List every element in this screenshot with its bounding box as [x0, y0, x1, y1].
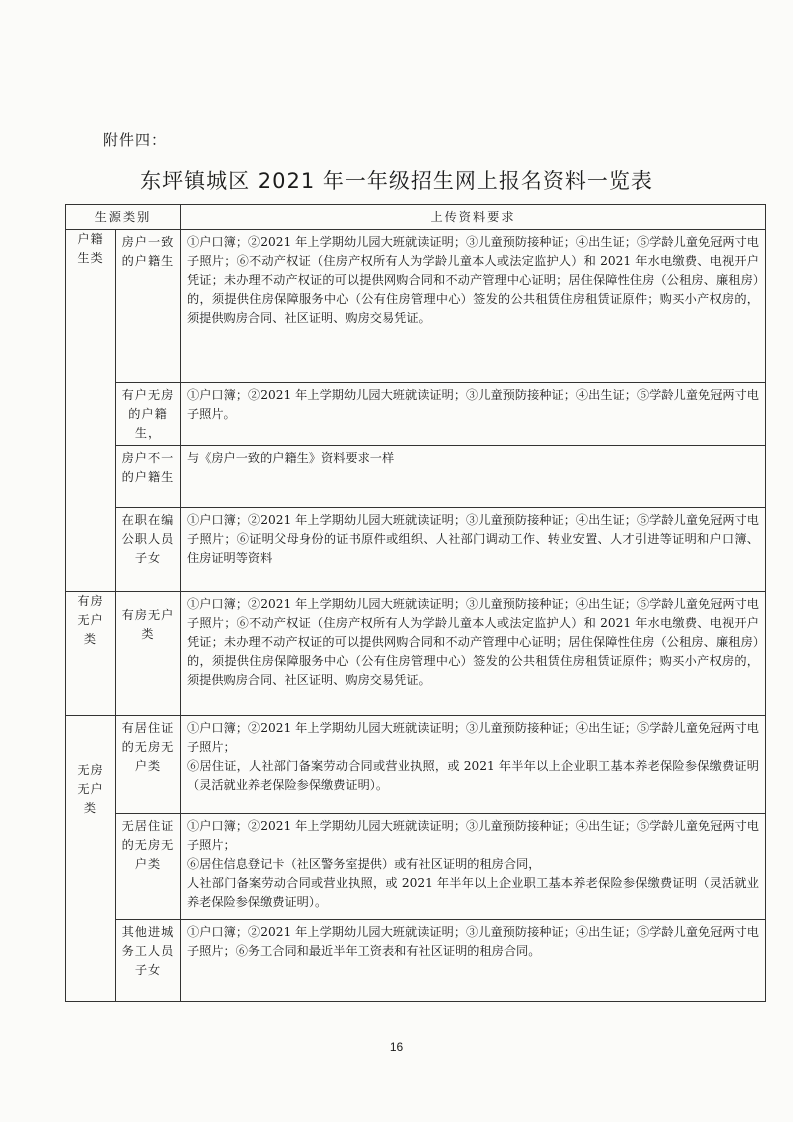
table-row	[66, 446, 766, 508]
table-row	[66, 383, 766, 446]
table-row	[66, 592, 766, 716]
page-number: 16	[389, 1040, 404, 1054]
header-category: 生源类别	[66, 205, 181, 230]
requirement-cell: ①户口簿；②2021 年上学期幼儿园大班就读证明；③儿童预防接种证；④出生证；⑤学龄儿童免冠两寸电子照片；⑥不动产权证（住房产权所有人为学龄儿童本人或法定监护人）和 2021 年水电缴费、电视开户凭证；未办理不动产权证的可以提供网购合同和不动产管理中心证明；居住保障性住房（公租房、廉租房）的，须提供住房保障服务中心（公有住房管理中心）签发的公共租赁住房租赁证原件；购买小产权房的，须提供购房合同、社区证明、购房交易凭证。	[181, 592, 766, 716]
subcategory-cell: 无居住证的无房无户类	[116, 814, 181, 920]
subcategory-cell: 在职在编公职人员子女	[116, 508, 181, 592]
requirement-cell: ①户口簿；②2021 年上学期幼儿园大班就读证明；③儿童预防接种证；④出生证；⑤学龄儿童免冠两寸电子照片； ⑥居住信息登记卡（社区警务室提供）或有社区证明的租房合同， 人社部门备案劳动合同或营业执照，或 2021 年半年以上企业职工基本养老保险参保缴费证明（灵活就业养老保险参保缴费证明）。	[181, 814, 766, 920]
requirement-cell: ①户口簿；②2021 年上学期幼儿园大班就读证明；③儿童预防接种证；④出生证；⑤学龄儿童免冠两寸电子照片；⑥不动产权证（住房产权所有人为学龄儿童本人或法定监护人）和 2021 年水电缴费、电视开户凭证；未办理不动产权证的可以提供网购合同和不动产管理中心证明；居住保障性住房（公租房、廉租房）的，须提供住房保障服务中心（公有住房管理中心）签发的公共租赁住房租赁证原件；购买小产权房的，须提供购房合同、社区证明、购房交易凭证。	[181, 230, 766, 383]
subcategory-cell: 其他进城务工人员子女	[116, 920, 181, 1002]
table-row	[66, 230, 766, 383]
table-row	[66, 920, 766, 1002]
annex-label: 附件四：	[103, 131, 168, 149]
page-title: 东坪镇城区 2021 年一年级招生网上报名资料一览表	[140, 169, 653, 193]
subcategory-cell: 有户无房的户籍生，	[116, 383, 181, 446]
subcategory-cell: 有居住证的无房无户类	[116, 716, 181, 814]
table-row	[66, 508, 766, 592]
requirement-cell: ①户口簿；②2021 年上学期幼儿园大班就读证明；③儿童预防接种证；④出生证；⑤学龄儿童免冠两寸电子照片； ⑥居住证，人社部门备案劳动合同或营业执照，或 2021 年半年以上企业职工基本养老保险参保缴费证明（灵活就业养老保险参保缴费证明）。	[181, 716, 766, 814]
table-row	[66, 814, 766, 920]
table-row	[66, 716, 766, 814]
subcategory-cell: 房户一致的户籍生	[116, 230, 181, 383]
subcategory-cell: 有房无户类	[116, 592, 181, 716]
requirement-cell: ①户口簿；②2021 年上学期幼儿园大班就读证明；③儿童预防接种证；④出生证；⑤学龄儿童免冠两寸电子照片；⑥证明父母身份的证书原件或组织、人社部门调动工作、转业安置、人才引进等证明和户口簿、住房证明等资料	[181, 508, 766, 592]
category-cell: 户籍生类	[66, 230, 116, 592]
category-cell: 有房无户类	[66, 592, 116, 716]
requirements-table	[65, 204, 766, 1002]
requirement-cell: 与《房户一致的户籍生》资料要求一样	[181, 446, 766, 508]
header-requirements: 上传资料要求	[181, 205, 766, 230]
subcategory-cell: 房户不一的户籍生	[116, 446, 181, 508]
category-cell: 无房无户类	[66, 716, 116, 1002]
requirement-cell: ①户口簿；②2021 年上学期幼儿园大班就读证明；③儿童预防接种证；④出生证；⑤学龄儿童免冠两寸电子照片；⑥务工合同和最近半年工资表和有社区证明的租房合同。	[181, 920, 766, 1002]
table-header-row	[66, 205, 766, 230]
requirement-cell: ①户口簿；②2021 年上学期幼儿园大班就读证明；③儿童预防接种证；④出生证；⑤学龄儿童免冠两寸电子照片。	[181, 383, 766, 446]
